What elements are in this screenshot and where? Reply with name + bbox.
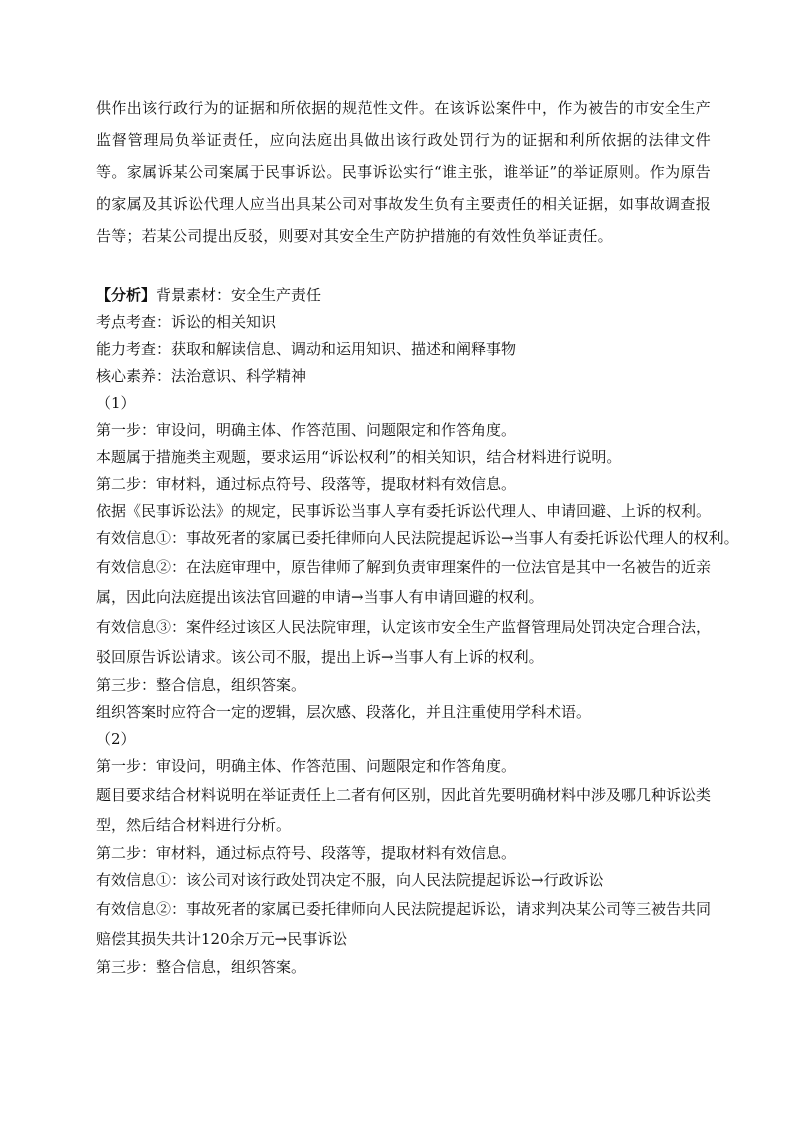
part2-label: （2）: [96, 730, 136, 748]
analysis-section: [96, 282, 739, 981]
part1-step1-desc: 本题属于措施类主观题，要求运用“诉讼权利”的相关知识，结合材料进行说明。: [96, 448, 622, 466]
part2-info2: 有效信息②：事故死者的家属已委托律师向人民法院提起诉讼，请求判决某公司等三被告共同赔偿其损失共计120余万元→民事诉讼: [96, 900, 712, 948]
analysis-tag: 【分析】: [96, 286, 157, 304]
part1-info3: 有效信息③：案件经过该区人民法院审理，认定该市安全生产监督管理局处罚决定合理合法，驳回原告诉讼请求。该公司不服，提出上诉→当事人有上诉的权利。: [96, 618, 712, 666]
analysis-header-text: 背景素材：安全生产责任: [156, 286, 322, 304]
nengli-line: 能力考查：获取和解读信息、调动和运用知识、描述和阐释事物: [96, 340, 517, 358]
part1-step3: 第三步：整合信息，组织答案。: [96, 676, 307, 694]
analysis-header: [96, 282, 711, 309]
kaodian-line: 考点考查：诉讼的相关知识: [96, 313, 277, 331]
part1-info2: 有效信息②：在法庭审理中，原告律师了解到负责审理案件的一位法官是其中一名被告的近亲属，因此向法庭提出该法官回避的申请→当事人有申请回避的权利。: [96, 558, 712, 606]
part1-label: （1）: [96, 394, 136, 412]
part2-info1: 有效信息①：该公司对该行政处罚决定不服，向人民法院提起诉讼→行政诉讼: [96, 871, 604, 889]
part1-step1: 第一步：审设问，明确主体、作答范围、问题限定和作答角度。: [96, 421, 517, 439]
intro-paragraph: 供作出该行政行为的证据和所依据的规范性文件。在该诉讼案件中，作为被告的市安全生产监督管理局负举证责任，应向法庭出具做出该行政处罚行为的证据和利所依据的法律文件等。家属诉某公司案属于民事诉讼。民事诉讼实行“谁主张，谁举证”的举证原则。作为原告的家属及其诉讼代理人应当出具某公司对事故发生负有主要责任的相关证据，如事故调查报告等；若某公司提出反驳，则要对其安全生产防护措施的有效性负举证责任。: [96, 99, 711, 245]
part2-step3: 第三步：整合信息，组织答案。: [96, 958, 307, 976]
part1-step2: 第二步：审材料，通过标点符号、段落等，提取材料有效信息。: [96, 475, 517, 493]
intro-section: [96, 92, 711, 252]
part1-info1: 有效信息①：事故死者的家属已委托律师向人民法院提起诉讼→当事人有委托诉讼代理人的权利。: [96, 529, 739, 547]
part1-basis: 依据《民事诉讼法》的规定，民事诉讼当事人享有委托诉讼代理人、申请回避、上诉的权利。: [96, 502, 712, 520]
hexin-line: 核心素养：法治意识、科学精神: [96, 367, 307, 385]
part2-step2: 第二步：审材料，通过标点符号、段落等，提取材料有效信息。: [96, 844, 517, 862]
part1-step3-desc: 组织答案时应符合一定的逻辑，层次感、段落化，并且注重使用学科术语。: [96, 703, 592, 721]
part2-step1: 第一步：审设问，明确主体、作答范围、问题限定和作答角度。: [96, 757, 517, 775]
part2-step1-desc: 题目要求结合材料说明在举证责任上二者有何区别，因此首先要明确材料中涉及哪几种诉讼类型，然后结合材料进行分析。: [96, 786, 712, 834]
